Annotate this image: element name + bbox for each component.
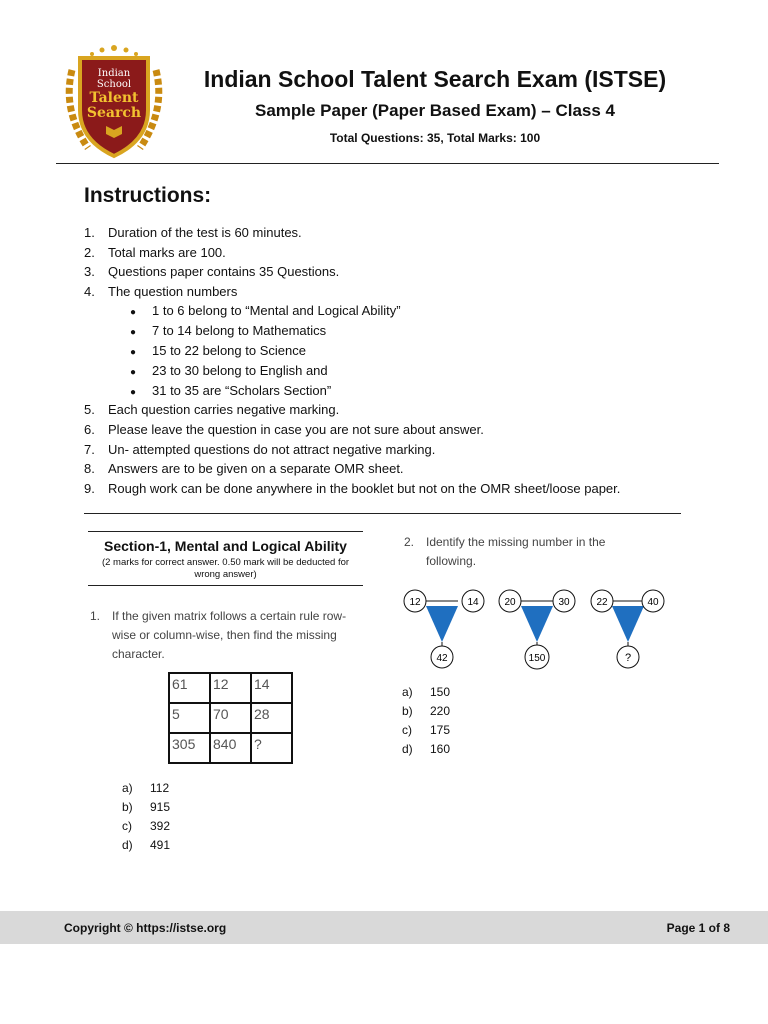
answer-option: b) 915	[122, 800, 171, 814]
instruction-item: 7. Un- attempted questions do not attract negative marking.	[84, 441, 436, 457]
triangle-figure-1	[404, 590, 484, 668]
header-divider	[56, 163, 719, 164]
logo-text-school: School	[96, 79, 132, 90]
answer-option: d) 160	[402, 742, 451, 756]
star-icons	[90, 45, 138, 56]
matrix-cell: 12	[210, 673, 251, 703]
sub-item: ● 7 to 14 belong to Mathematics	[130, 321, 704, 341]
bullet-icon: ●	[130, 327, 137, 339]
totals-line: Total Questions: 35, Total Marks: 100	[329, 131, 541, 145]
question-2-options	[402, 683, 450, 759]
instruction-item: 5. Each question carries negative marking.	[84, 402, 340, 418]
triangle-value: 40	[647, 597, 659, 608]
instruction-sublist-wrapper	[84, 301, 704, 400]
matrix-cell: 305	[169, 733, 210, 763]
triangle-value: 14	[467, 597, 479, 608]
section-title: Section-1, Mental and Logical Ability	[104, 538, 347, 554]
page-number: Page 1 of 8	[666, 921, 730, 935]
answer-option: d) 491	[122, 838, 171, 852]
question-number: 1.	[90, 609, 101, 623]
triangle-value: ?	[624, 652, 632, 664]
sub-item: ● 15 to 22 belong to Science	[130, 341, 704, 361]
triangle-value: 20	[504, 597, 516, 608]
question-text: Identify the missing number in the following.	[426, 535, 606, 568]
triangle-value: 12	[409, 597, 421, 608]
matrix-cell: ?	[251, 733, 292, 763]
question-number: 2.	[404, 535, 415, 549]
question-2	[404, 533, 644, 571]
matrix-cell: 14	[251, 673, 292, 703]
matrix-cell: 28	[251, 703, 292, 733]
page-subtitle: Sample Paper (Paper Based Exam) – Class 4	[254, 101, 615, 120]
triangle-value: 42	[436, 653, 448, 664]
logo-text-talent: Talent	[89, 90, 139, 106]
matrix-row	[169, 733, 292, 763]
answer-option: c) 175	[402, 723, 451, 737]
instruction-item: 1. Duration of the test is 60 minutes.	[84, 225, 302, 240]
bullet-icon: ●	[130, 346, 137, 358]
sub-item: ● 23 to 30 belong to English and	[130, 361, 704, 381]
question-number-sublist	[130, 301, 704, 400]
instruction-item: 3. Questions paper contains 35 Questions.	[84, 264, 340, 280]
page-footer	[0, 911, 768, 944]
section-heading	[88, 531, 363, 586]
question-1	[90, 607, 360, 664]
logo-text-search: Search	[86, 105, 142, 121]
answer-option: a) 112	[122, 781, 170, 795]
matrix-row	[169, 673, 292, 703]
question-1-options	[122, 779, 170, 855]
header	[190, 66, 680, 145]
triangle-figure-2	[499, 590, 575, 669]
triangle-value: 150	[528, 653, 546, 664]
matrix-cell: 5	[169, 703, 210, 733]
copyright-text: Copyright © https://istse.org	[64, 921, 227, 935]
instruction-item: 8. Answers are to be given on a separate OMR sheet.	[84, 461, 404, 477]
answer-option: a) 150	[402, 685, 451, 699]
question-text: If the given matrix follows a certain rule row-wise or column-wise, then find the missing character.	[112, 609, 347, 661]
matrix-cell: 840	[210, 733, 251, 763]
triangle-figure-3	[591, 590, 664, 668]
triangle-value: 30	[558, 597, 570, 608]
logo-text-indian: Indian	[97, 68, 131, 79]
instructions-list	[84, 223, 704, 498]
page-title: Indian School Talent Search Exam (ISTSE)	[203, 66, 667, 92]
instruction-item: 2. Total marks are 100.	[84, 244, 226, 260]
bullet-icon: ●	[130, 307, 137, 319]
matrix-cell: 61	[169, 673, 210, 703]
bullet-icon: ●	[130, 366, 137, 378]
sub-item: ● 1 to 6 belong to “Mental and Logical Ability”	[130, 301, 704, 321]
instruction-item: 6. Please leave the question in case you are not sure about answer.	[84, 421, 484, 437]
bullet-icon: ●	[130, 386, 137, 398]
section-marking-note: (2 marks for correct answer. 0.50 mark will be deducted for wrong answer)	[101, 557, 350, 580]
triangle-value: 22	[596, 597, 608, 608]
instructions-divider	[84, 513, 681, 514]
matrix-cell: 70	[210, 703, 251, 733]
matrix-row	[169, 703, 292, 733]
number-matrix	[168, 672, 293, 764]
sub-item: ● 31 to 35 are “Scholars Section”	[130, 381, 704, 401]
triangle-puzzle	[398, 584, 673, 674]
istse-logo	[58, 40, 170, 165]
answer-option: b) 220	[402, 704, 451, 718]
answer-option: c) 392	[122, 819, 171, 833]
instruction-item: 4. The question numbers	[84, 283, 238, 299]
instructions-title: Instructions:	[84, 184, 212, 207]
instruction-item: 9. Rough work can be done anywhere in the booklet but not on the OMR sheet/loose paper.	[84, 480, 621, 496]
